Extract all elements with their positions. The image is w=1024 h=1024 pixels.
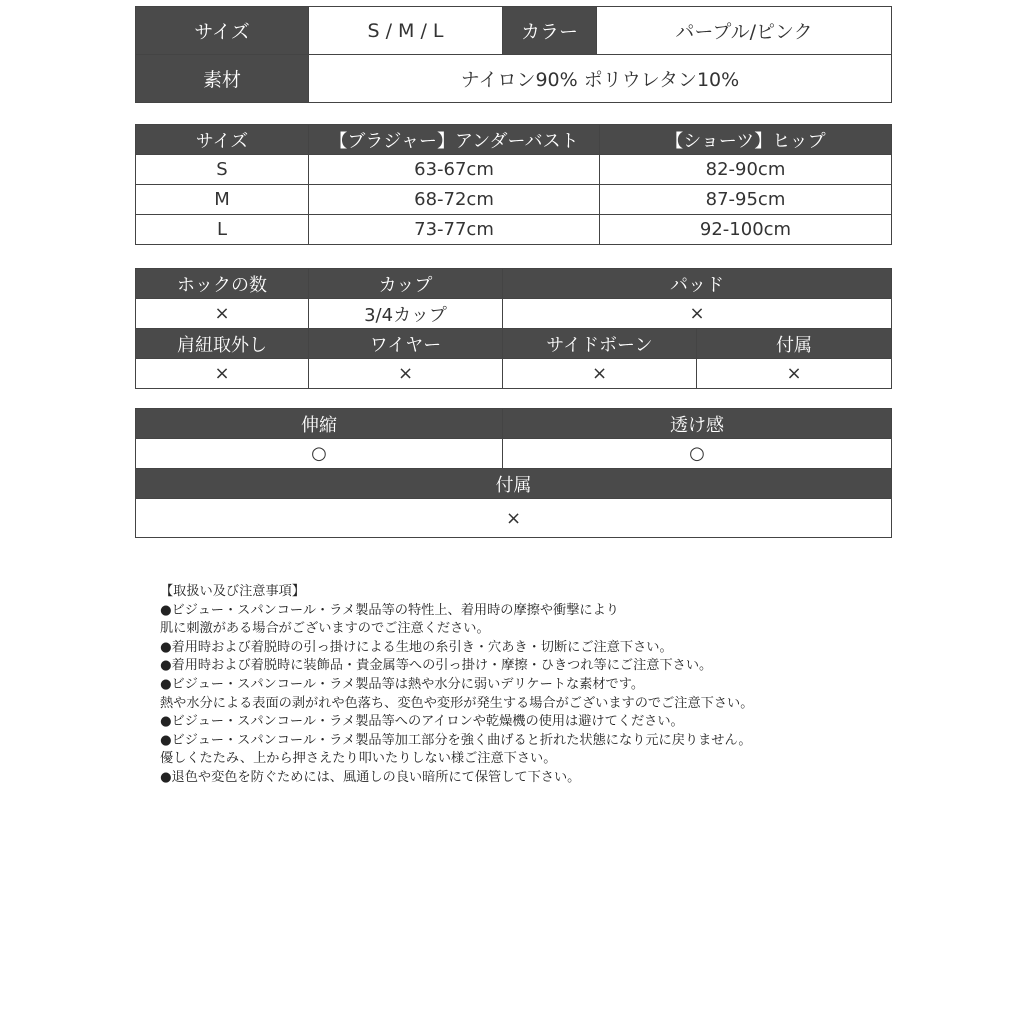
spec-row-size-color (136, 7, 892, 55)
care-note-line: ●着用時および着脱時の引っ掛けによる生地の糸引き・穴あき・切断にご注意下さい。 (160, 639, 673, 655)
accessory-value-row (136, 499, 892, 538)
size-table (135, 124, 892, 245)
underbust-cell: 73-77cm (309, 215, 600, 245)
side-bone-value: × (503, 359, 697, 389)
hip-header: 【ショーツ】ヒップ (600, 125, 892, 155)
sheerness-header: 透け感 (503, 409, 892, 439)
strap-removable-header: 肩紐取外し (136, 329, 309, 359)
care-note-line: 肌に刺激がある場合がございますのでご注意ください。 (160, 621, 490, 637)
care-note-line: ●着用時および着脱時に装飾品・貴金属等への引っ掛け・摩擦・ひきつれ等にご注意下さい。 (160, 658, 713, 674)
stretch-value: ○ (136, 439, 503, 469)
side-bone-header: サイドボーン (503, 329, 697, 359)
sheerness-value: ○ (503, 439, 892, 469)
properties-value-row (136, 439, 892, 469)
accessory-header: 付属 (136, 469, 892, 499)
care-note-line: ●ビジュー・スパンコール・ラメ製品等へのアイロンや乾燥機の使用は避けてください。 (160, 714, 684, 730)
stretch-header: 伸縮 (136, 409, 503, 439)
hook-count-value: × (136, 299, 309, 329)
hip-cell: 82-90cm (600, 155, 892, 185)
wire-header: ワイヤー (309, 329, 503, 359)
care-notes (160, 583, 880, 788)
size-cell: L (136, 215, 309, 245)
underbust-cell: 63-67cm (309, 155, 600, 185)
strap-removable-value: × (136, 359, 309, 389)
features-table (135, 268, 892, 389)
color-label: カラー (503, 7, 597, 55)
properties-header-row (136, 409, 892, 439)
features-header-row-2 (136, 329, 892, 359)
care-note-line: ●退色や変色を防ぐためには、風通しの良い暗所にて保管して下さい。 (160, 769, 581, 785)
size-value: S / M / L (309, 7, 503, 55)
accessory-value: × (136, 499, 892, 538)
features-value-row-2 (136, 359, 892, 389)
table-row (136, 215, 892, 245)
hip-cell: 92-100cm (600, 215, 892, 245)
accessory-header-row (136, 469, 892, 499)
material-label: 素材 (136, 55, 309, 103)
material-value: ナイロン90% ポリウレタン10% (309, 55, 892, 103)
spec-row-material (136, 55, 892, 103)
pad-value: × (503, 299, 892, 329)
size-cell: M (136, 185, 309, 215)
size-label: サイズ (136, 7, 309, 55)
care-notes-title: 【取扱い及び注意事項】 (160, 584, 306, 599)
pad-header: パッド (503, 269, 892, 299)
underbust-cell: 68-72cm (309, 185, 600, 215)
underbust-header: 【ブラジャー】アンダーバスト (309, 125, 600, 155)
wire-value: × (309, 359, 503, 389)
size-table-header (136, 125, 892, 155)
hip-cell: 87-95cm (600, 185, 892, 215)
care-note-line: ●ビジュー・スパンコール・ラメ製品等加工部分を強く曲げると折れた状態になり元に戻りません。 (160, 732, 752, 748)
care-note-line: 優しくたたみ、上から押さえたり叩いたりしない様ご注意下さい。 (160, 751, 557, 767)
color-value: パープル/ピンク (597, 7, 892, 55)
hook-count-header: ホックの数 (136, 269, 309, 299)
care-note-line: ●ビジュー・スパンコール・ラメ製品等は熱や水分に弱いデリケートな素材です。 (160, 676, 645, 692)
spec-table (135, 6, 892, 103)
features-value-row-1 (136, 299, 892, 329)
included-header: 付属 (697, 329, 892, 359)
table-row (136, 155, 892, 185)
care-note-line: 熱や水分による表面の剥がれや色落ち、変色や変形が発生する場合がございますのでご注意下さい。 (160, 695, 754, 711)
properties-table (135, 408, 892, 538)
care-note-line: ●ビジュー・スパンコール・ラメ製品等の特性上、着用時の摩擦や衝撃により (160, 602, 619, 618)
cup-value: 3/4カップ (309, 299, 503, 329)
size-cell: S (136, 155, 309, 185)
cup-header: カップ (309, 269, 503, 299)
included-value: × (697, 359, 892, 389)
table-row (136, 185, 892, 215)
features-header-row-1 (136, 269, 892, 299)
size-header: サイズ (136, 125, 309, 155)
